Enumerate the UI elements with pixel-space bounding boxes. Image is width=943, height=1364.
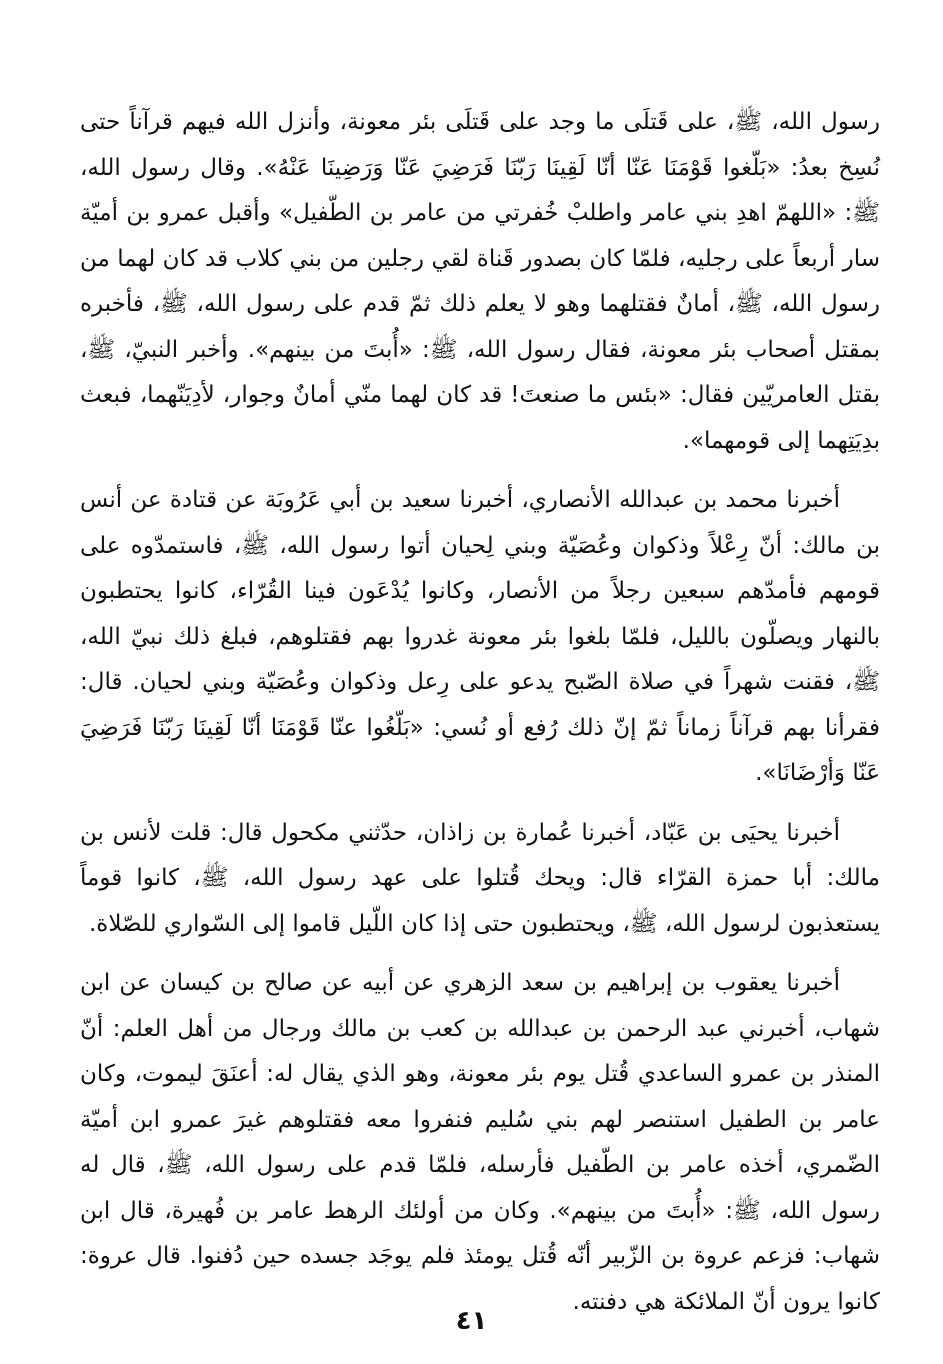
paragraph-3: أخبرنا يحيَى بن عَبّاد، أخبرنا عُمارة بن زاذان، حدّثني مكحول قال: قلت لأنس بن مالك: أبا حمزة القرّاء قال: ويحك قُتلوا على عهد رسول الله، ﷺ، كانوا قوماً يستعذبون لرسول الله، ﷺ، ويحتطبون حتى إذا كان اللّيل قاموا إلى السّواري للصّلاة. (80, 819, 880, 937)
paragraph-1: رسول الله، ﷺ، على قَتلَى ما وجد على قَتلَى بئر معونة، وأنزل الله فيهم قرآناً حتى نُسِخ بعدُ: «بَلّغوا قَوْمَنَا عَنّا أنّا لَقِينَا رَبّنَا فَرَضِيَ عَنّا وَرَضِينَا عَنْهُ». وقال رسول الله، ﷺ: «اللهمّ اهدِ بني عامر واطلبْ خُفرتي من عامر بن الطّفيل» وأقبل عمرو بن أميّة سار أربعاً على رجليه، فلمّا كان بصدور قَناة لقي رجلين من بني كلاب قد كان لهما من رسول الله، ﷺ، أمانٌ فقتلهما وهو لا يعلم ذلك ثمّ قدم على رسول الله، ﷺ، فأخبره بمقتل أصحاب بئر معونة، فقال رسول الله، ﷺ: «أُبتَ من بينهم». وأخبر النبيّ، ﷺ، بقتل العامريّين فقال: «بئس ما صنعتَ! قد كان لهما منّي أمانٌ وجوار، لأدِيَنّهما، فبعث بدِيَتِهما إلى قومهما». (80, 109, 880, 454)
page-body (80, 100, 880, 1339)
page-number: ٤١ (455, 1306, 488, 1336)
paragraph-4: أخبرنا يعقوب بن إبراهيم بن سعد الزهري عن أبيه عن صالح بن كيسان عن ابن شهاب، أخبرني عبد الرحمن بن عبدالله بن كعب بن مالك ورجال من أهل العلم: أنّ المنذر بن عمرو الساعدي قُتل يوم بئر معونة، وهو الذي يقال له: أعنَقَ ليموت، وكان عامر بن الطفيل استنصر لهم بني سُليم فنفروا معه فقتلوهم غيرَ عمرو ابن أميّة الضّمري، أخذه عامر بن الطّفيل فأرسله، فلمّا قدم على رسول الله، ﷺ، قال له رسول الله، ﷺ: «أُبتَ من بينهم». وكان من أولئك الرهط عامر بن فُهيرة، قال ابن شهاب: فزعم عروة بن الزّبير أنّه قُتل يومئذ فلم يوجَد جسده حين دُفنوا. قال عروة: كانوا يرون أنّ الملائكة هي دفنته. (80, 970, 880, 1315)
paragraph-2: أخبرنا محمد بن عبدالله الأنصاري، أخبرنا سعيد بن أبي عَرُوبَة عن قتادة عن أنس بن مالك: أنّ رِعْلاً وذكوان وعُصَيّة وبني لِحيان أتوا رسول الله، ﷺ، فاستمدّوه على قومهم فأمدّهم سبعين رجلاً من الأنصار، وكانوا يُدْعَون فينا القُرّاء، كانوا يحتطبون بالنهار ويصلّون بالليل، فلمّا بلغوا بئر معونة غدروا بهم فقتلوهم، فبلغ ذلك نبيّ الله، ﷺ، فقنت شهراً في صلاة الصّبح يدعو على رِعل وذكوان وعُصَيّة وبني لحيان. قال: فقرأنا بهم قرآناً زماناً ثمّ إنّ ذلك رُفع أو نُسي: «بَلّغُوا عنّا قَوْمَنَا أنّا لَقِينَا رَبّنَا فَرَضِيَ عَنّا وَأرْضَانَا». (80, 487, 880, 786)
